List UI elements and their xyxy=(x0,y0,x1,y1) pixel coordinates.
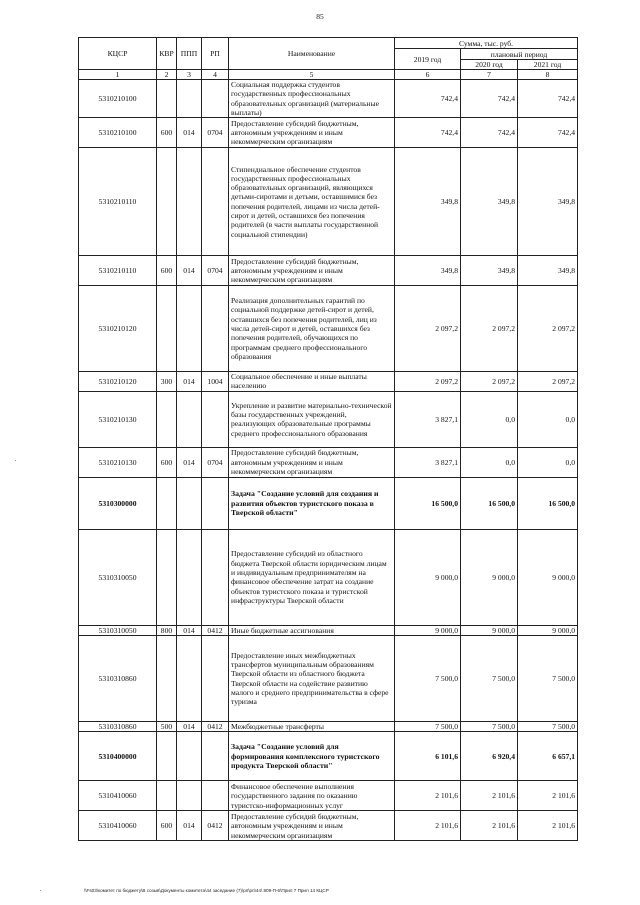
kvr-cell: 500 xyxy=(157,722,177,732)
amount-2020-cell: 0,0 xyxy=(461,447,518,477)
name-cell: Предоставление субсидий бюджетным, автономным учреждениям и иным некоммерческим организациям xyxy=(229,118,395,148)
name-cell: Укрепление и развитие материально-технической базы государственных учреждений, реализующих образовательные программы среднего профессионального образования xyxy=(229,391,395,447)
kcsr-cell: 5310310050 xyxy=(79,625,157,635)
kvr-cell xyxy=(157,391,177,447)
amount-2021-cell: 6 657,1 xyxy=(518,732,578,781)
name-cell: Финансовое обеспечение выполнения государственного задания по оказанию туристско-информационных услуг xyxy=(229,781,395,811)
kvr-cell xyxy=(157,732,177,781)
kvr-cell xyxy=(157,781,177,811)
table-row xyxy=(79,391,578,447)
table-row xyxy=(79,80,578,118)
column-number: 5 xyxy=(229,70,395,80)
amount-2021-cell: 349,8 xyxy=(518,148,578,256)
amount-2021-cell: 7 500,0 xyxy=(518,636,578,722)
name-cell: Иные бюджетные ассигнования xyxy=(229,625,395,635)
amount-2020-cell: 349,8 xyxy=(461,256,518,286)
name-cell: Реализация дополнительных гарантий по социальной поддержке детей-сирот и детей, оставшихся без попечения родителей, лиц из числа детей-сирот и детей, оставшихся без попечения родителей, обучающихся по программам среднего профессионального образования xyxy=(229,286,395,372)
ppp-cell xyxy=(177,286,202,372)
header-kcsr: КЦСР xyxy=(79,38,157,70)
rp-cell xyxy=(202,477,229,529)
amount-2019-cell: 742,4 xyxy=(395,80,461,118)
amount-2019-cell: 742,4 xyxy=(395,118,461,148)
amount-2019-cell: 2 097,2 xyxy=(395,286,461,372)
amount-2019-cell: 3 827,1 xyxy=(395,391,461,447)
kvr-cell: 600 xyxy=(157,256,177,286)
rp-cell: 0704 xyxy=(202,118,229,148)
table-header xyxy=(79,38,578,80)
kcsr-cell: 5310210120 xyxy=(79,372,157,392)
amount-2019-cell: 2 101,6 xyxy=(395,811,461,841)
kcsr-cell: 5310210110 xyxy=(79,148,157,256)
name-cell: Социальное обеспечение и иные выплаты населению xyxy=(229,372,395,392)
table-row xyxy=(79,722,578,732)
table-row xyxy=(79,811,578,841)
kvr-cell xyxy=(157,148,177,256)
scan-speck xyxy=(15,460,16,461)
rp-cell xyxy=(202,80,229,118)
rp-cell xyxy=(202,636,229,722)
amount-2021-cell: 16 500,0 xyxy=(518,477,578,529)
amount-2019-cell: 349,8 xyxy=(395,148,461,256)
amount-2020-cell: 16 500,0 xyxy=(461,477,518,529)
header-rp: РП xyxy=(202,38,229,70)
column-number: 3 xyxy=(177,70,202,80)
ppp-cell xyxy=(177,148,202,256)
kcsr-cell: 5310210130 xyxy=(79,447,157,477)
table-row xyxy=(79,286,578,372)
amount-2020-cell: 742,4 xyxy=(461,118,518,148)
amount-2021-cell: 9 000,0 xyxy=(518,625,578,635)
file-path-footer: \\Fs03\комитет по бюджету\В созыв\Документы комитета\44 заседание (7)\рп\рп\44\ 809-П-6\Прил 7 Прил 14 КЦСР xyxy=(84,888,329,893)
amount-2020-cell: 742,4 xyxy=(461,80,518,118)
amount-2020-cell: 7 500,0 xyxy=(461,722,518,732)
column-number: 2 xyxy=(157,70,177,80)
ppp-cell xyxy=(177,529,202,625)
kvr-cell: 600 xyxy=(157,118,177,148)
ppp-cell: 014 xyxy=(177,447,202,477)
column-number: 7 xyxy=(461,70,518,80)
amount-2021-cell: 2 101,6 xyxy=(518,811,578,841)
ppp-cell: 014 xyxy=(177,811,202,841)
ppp-cell: 014 xyxy=(177,722,202,732)
name-cell: Задача "Создание условий для формирования комплексного туристского продукта Тверской области" xyxy=(229,732,395,781)
amount-2021-cell: 742,4 xyxy=(518,118,578,148)
amount-2021-cell: 2 101,6 xyxy=(518,781,578,811)
page-number: 85 xyxy=(316,12,324,21)
rp-cell: 0412 xyxy=(202,625,229,635)
name-cell: Стипендиальное обеспечение студентов государственных профессиональных образовательных организаций, являющихся детьми-сиротами и детьми, оставшимися без попечения родителей, лицами из числа детей-сирот и детей, оставшихся без попечения родителей (в части выплаты государственной социальной стипендии) xyxy=(229,148,395,256)
kcsr-cell: 5310410060 xyxy=(79,811,157,841)
kcsr-cell: 5310210110 xyxy=(79,256,157,286)
kcsr-cell: 5310310860 xyxy=(79,722,157,732)
amount-2019-cell: 6 101,6 xyxy=(395,732,461,781)
header-ppp: ППП xyxy=(177,38,202,70)
name-cell: Предоставление субсидий бюджетным, автономным учреждениям и иным некоммерческим организациям xyxy=(229,811,395,841)
rp-cell: 1004 xyxy=(202,372,229,392)
amount-2019-cell: 9 000,0 xyxy=(395,529,461,625)
amount-2019-cell: 9 000,0 xyxy=(395,625,461,635)
amount-2019-cell: 7 500,0 xyxy=(395,636,461,722)
column-number-row xyxy=(79,70,578,80)
ppp-cell xyxy=(177,80,202,118)
ppp-cell: 014 xyxy=(177,372,202,392)
header-name: Наименование xyxy=(229,38,395,70)
kcsr-cell: 5310310860 xyxy=(79,636,157,722)
kcsr-cell: 5310210100 xyxy=(79,80,157,118)
amount-2019-cell: 3 827,1 xyxy=(395,447,461,477)
rp-cell: 0412 xyxy=(202,811,229,841)
name-cell: Предоставление субсидий из областного бюджета Тверской области юридическим лицам и индивидуальным предпринимателям на финансовое обеспечение затрат на создание объектов туристского показа и туристской инфраструктуры Тверской области xyxy=(229,529,395,625)
amount-2019-cell: 2 101,6 xyxy=(395,781,461,811)
rp-cell: 0412 xyxy=(202,722,229,732)
table-row xyxy=(79,529,578,625)
column-number: 4 xyxy=(202,70,229,80)
header-amount-caption: Сумма, тыс. руб. xyxy=(395,38,578,49)
amount-2021-cell: 9 000,0 xyxy=(518,529,578,625)
header-planning-period: плановый период xyxy=(461,49,578,60)
name-cell: Социальная поддержка студентов государственных профессиональных образовательных организаций (материальные выплаты) xyxy=(229,80,395,118)
header-year-2020: 2020 год xyxy=(461,60,518,70)
amount-2021-cell: 0,0 xyxy=(518,447,578,477)
rp-cell xyxy=(202,391,229,447)
rp-cell xyxy=(202,148,229,256)
kvr-cell xyxy=(157,477,177,529)
kvr-cell: 300 xyxy=(157,372,177,392)
amount-2020-cell: 349,8 xyxy=(461,148,518,256)
budget-table xyxy=(78,37,578,841)
table-body xyxy=(79,80,578,841)
column-number: 8 xyxy=(518,70,578,80)
ppp-cell xyxy=(177,636,202,722)
rp-cell xyxy=(202,781,229,811)
kcsr-cell: 5310300000 xyxy=(79,477,157,529)
amount-2021-cell: 2 097,2 xyxy=(518,372,578,392)
kvr-cell xyxy=(157,286,177,372)
kvr-cell xyxy=(157,80,177,118)
table-row xyxy=(79,372,578,392)
name-cell: Предоставление субсидий бюджетным, автономным учреждениям и иным некоммерческим организациям xyxy=(229,256,395,286)
header-kvr: КВР xyxy=(157,38,177,70)
amount-2019-cell: 16 500,0 xyxy=(395,477,461,529)
amount-2020-cell: 2 101,6 xyxy=(461,781,518,811)
table-row xyxy=(79,477,578,529)
ppp-cell xyxy=(177,477,202,529)
ppp-cell: 014 xyxy=(177,118,202,148)
name-cell: Задача "Создание условий для создания и развития объектов туристского показа в Тверской области" xyxy=(229,477,395,529)
amount-2021-cell: 2 097,2 xyxy=(518,286,578,372)
table-row xyxy=(79,732,578,781)
amount-2021-cell: 349,8 xyxy=(518,256,578,286)
kvr-cell xyxy=(157,636,177,722)
ppp-cell xyxy=(177,732,202,781)
ppp-cell xyxy=(177,391,202,447)
rp-cell xyxy=(202,732,229,781)
amount-2020-cell: 9 000,0 xyxy=(461,625,518,635)
rp-cell xyxy=(202,286,229,372)
rp-cell: 0704 xyxy=(202,256,229,286)
amount-2020-cell: 6 920,4 xyxy=(461,732,518,781)
kcsr-cell: 5310210130 xyxy=(79,391,157,447)
kvr-cell xyxy=(157,529,177,625)
header-year-2021: 2021 год xyxy=(518,60,578,70)
ppp-cell: 014 xyxy=(177,625,202,635)
amount-2020-cell: 2 097,2 xyxy=(461,286,518,372)
kvr-cell: 800 xyxy=(157,625,177,635)
table-row xyxy=(79,781,578,811)
amount-2021-cell: 7 500,0 xyxy=(518,722,578,732)
column-number: 1 xyxy=(79,70,157,80)
header-year-2019: 2019 год xyxy=(395,49,461,70)
amount-2020-cell: 2 101,6 xyxy=(461,811,518,841)
table-row xyxy=(79,256,578,286)
kcsr-cell: 5310310050 xyxy=(79,529,157,625)
amount-2019-cell: 2 097,2 xyxy=(395,372,461,392)
table-row xyxy=(79,625,578,635)
amount-2020-cell: 9 000,0 xyxy=(461,529,518,625)
scan-speck xyxy=(40,890,41,891)
table-row xyxy=(79,636,578,722)
amount-2020-cell: 0,0 xyxy=(461,391,518,447)
kcsr-cell: 5310410060 xyxy=(79,781,157,811)
rp-cell xyxy=(202,529,229,625)
ppp-cell xyxy=(177,781,202,811)
kcsr-cell: 5310210100 xyxy=(79,118,157,148)
amount-2020-cell: 2 097,2 xyxy=(461,372,518,392)
amount-2020-cell: 7 500,0 xyxy=(461,636,518,722)
kcsr-cell: 5310400000 xyxy=(79,732,157,781)
kcsr-cell: 5310210120 xyxy=(79,286,157,372)
table-row xyxy=(79,447,578,477)
kvr-cell: 600 xyxy=(157,447,177,477)
name-cell: Предоставление иных межбюджетных трансфертов муниципальным образованиям Тверской области из областного бюджета Тверской области на содействие развитию малого и среднего предпринимательства в сфере туризма xyxy=(229,636,395,722)
table-row xyxy=(79,118,578,148)
amount-2019-cell: 7 500,0 xyxy=(395,722,461,732)
name-cell: Межбюджетные трансферты xyxy=(229,722,395,732)
column-number: 6 xyxy=(395,70,461,80)
name-cell: Предоставление субсидий бюджетным, автономным учреждениям и иным некоммерческим организациям xyxy=(229,447,395,477)
amount-2021-cell: 0,0 xyxy=(518,391,578,447)
amount-2019-cell: 349,8 xyxy=(395,256,461,286)
rp-cell: 0704 xyxy=(202,447,229,477)
amount-2021-cell: 742,4 xyxy=(518,80,578,118)
table-row xyxy=(79,148,578,256)
kvr-cell: 600 xyxy=(157,811,177,841)
ppp-cell: 014 xyxy=(177,256,202,286)
